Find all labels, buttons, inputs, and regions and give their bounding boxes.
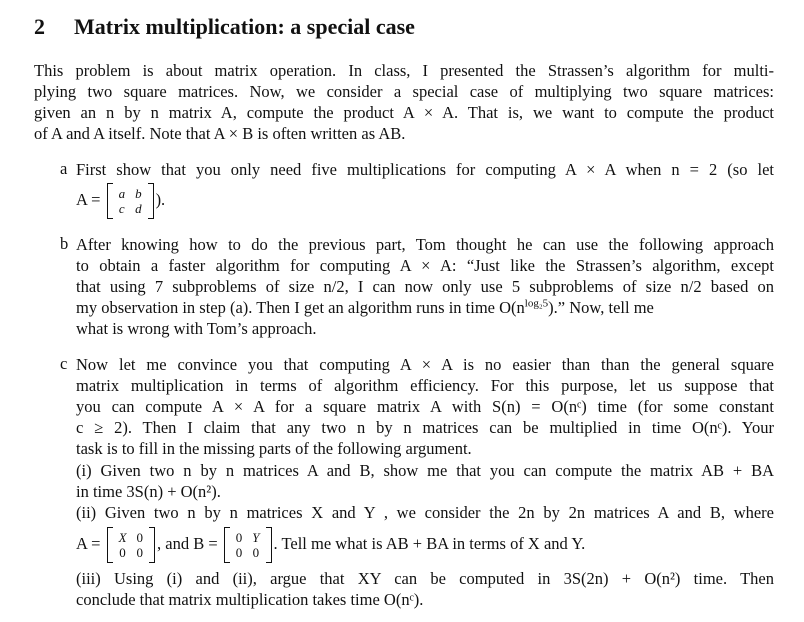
- part-a-lhs: A =: [76, 189, 101, 209]
- matrix-a-lhs: A =: [76, 533, 101, 553]
- matrix-cell: 0: [235, 530, 243, 545]
- matrix-cell: b: [135, 186, 142, 201]
- matrix-cell: 0: [235, 545, 243, 560]
- part-c-matrix-line: [76, 530, 585, 560]
- matrix-cell: Y: [252, 530, 260, 545]
- part-c-line-2: matrix multiplication in terms of algorithm efficiency. For this purpose, let us suppose that: [76, 376, 774, 395]
- part-b-line-2: to obtain a faster algorithm for computing A × A: “Just like the Strassen’s algorithm, except: [76, 256, 774, 275]
- matrix-2x2-abcd: [107, 186, 154, 216]
- matrix-tail: . Tell me what is AB + BA in terms of X and Y.: [273, 533, 586, 553]
- matrix-a: [107, 530, 155, 560]
- part-c-line-4: c ≥ 2). Then I claim that any two n by n matrices can be multiplied in time O(nᶜ). Your: [76, 418, 774, 437]
- section-title: Matrix multiplication: a special case: [74, 14, 415, 39]
- part-c-label: c: [60, 354, 68, 373]
- part-a-label: a: [60, 159, 68, 178]
- part-a-matrix-line: [76, 186, 165, 216]
- matrix-cell: 0: [136, 530, 144, 545]
- part-a-line-1: First show that you only need five multiplications for computing A × A when n = 2 (so let: [76, 160, 774, 179]
- matrix-cell: c: [118, 201, 125, 216]
- exponent: log₂5: [524, 297, 549, 310]
- part-c-line-5: task is to fill in the missing parts of the following argument.: [76, 439, 472, 458]
- part-b-line-5: what is wrong with Tom’s approach.: [76, 319, 317, 338]
- intro-line-3: given an n by n matrix A, compute the product A × A. That is, we want to compute the product: [34, 103, 774, 122]
- part-b-line-4: [76, 297, 774, 318]
- part-b-line-4-tail: ).” Now, tell me: [548, 298, 654, 317]
- part-c-line-7: in time 3S(n) + O(n²).: [76, 482, 221, 501]
- matrix-mid: , and B =: [157, 533, 218, 553]
- part-b-line-3: that using 7 subproblems of size n/2, I can now only use 5 subproblems of size n/2 based on: [76, 277, 774, 296]
- part-c-line-9: (iii) Using (i) and (ii), argue that XY can be computed in 3S(2n) + O(n²) time. Then: [76, 569, 774, 588]
- part-c-line-6: (i) Given two n by n matrices A and B, show me that you can compute the matrix AB + BA: [76, 461, 774, 480]
- matrix-cell: d: [135, 201, 142, 216]
- section-heading: [34, 14, 415, 40]
- part-a-tail: ).: [155, 189, 166, 209]
- matrix-cell: 0: [136, 545, 144, 560]
- matrix-b: [224, 530, 272, 560]
- matrix-cell: a: [118, 186, 126, 201]
- part-b-label: b: [60, 234, 69, 253]
- section-number: 2: [34, 14, 45, 39]
- part-c-line-10: conclude that matrix multiplication takes time O(nᶜ).: [76, 590, 424, 609]
- matrix-cell: X: [118, 530, 127, 545]
- part-c-line-8: (ii) Given two n by n matrices X and Y , we consider the 2n by 2n matrices A and B, where: [76, 503, 774, 522]
- part-b-line-4-text: my observation in step (a). Then I get an algorithm runs in time O(n: [76, 298, 525, 317]
- part-b-line-1: After knowing how to do the previous part, Tom thought he can use the following approach: [76, 235, 774, 254]
- intro-line-4: of A and A itself. Note that A × B is often written as AB.: [34, 124, 406, 143]
- part-c-line-1: Now let me convince you that computing A × A is no easier than than the general square: [76, 355, 774, 374]
- intro-line-1: This problem is about matrix operation. In class, I presented the Strassen’s algorithm for multi-: [34, 61, 774, 80]
- intro-line-2: plying two square matrices. Now, we consider a special case of multiplying two square matrices:: [34, 82, 774, 101]
- matrix-cell: 0: [252, 545, 260, 560]
- part-c-line-3: you can compute A × A for a square matrix A with S(n) = O(nᶜ) time (for some constant: [76, 397, 774, 416]
- matrix-cell: 0: [119, 545, 126, 560]
